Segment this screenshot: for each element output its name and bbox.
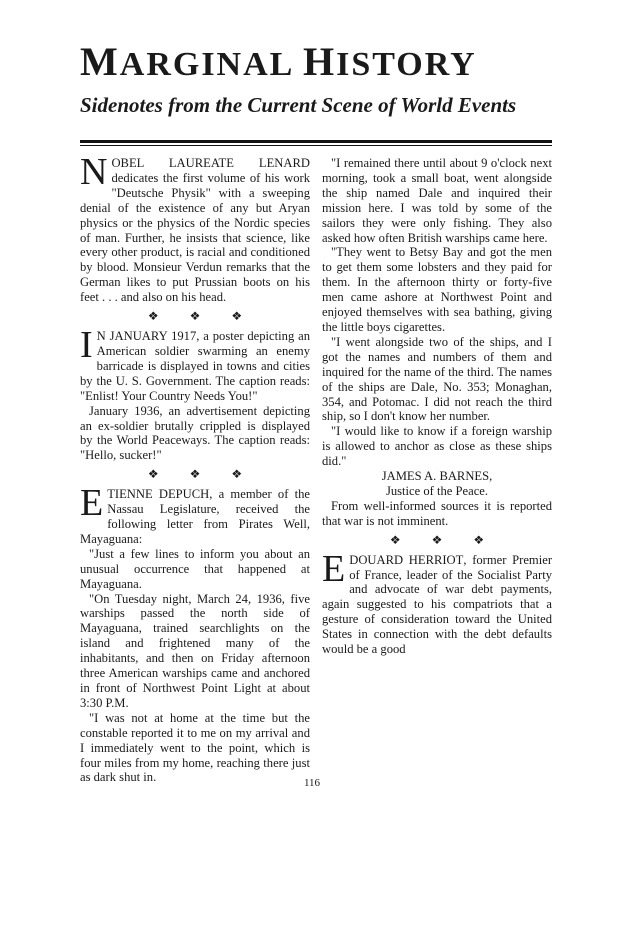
item-name: OBEL LAUREATE LENARD (111, 156, 310, 170)
drop-cap: E (80, 482, 104, 525)
header-rule-thin (80, 145, 552, 146)
letter-paragraph: "I would like to know if a foreign warship is allowed to anchor as close as these ships did." (322, 424, 552, 469)
left-column (80, 151, 310, 785)
drop-cap: E (322, 547, 346, 590)
drop-cap: N (80, 151, 108, 193)
section-separator: ❖ ❖ ❖ (389, 532, 499, 547)
section-separator: ❖ ❖ ❖ (147, 309, 257, 324)
closing-paragraph: From well-informed sources it is reported that war is not imminent. (322, 498, 552, 528)
letter-paragraph: "Just a few lines to inform you about an unusual occurrence that happened at Mayaguana. (80, 546, 310, 591)
signature-title: Justice of the Peace. (385, 483, 489, 498)
item-name: N JANUARY 1917 (96, 329, 197, 344)
signature-name: JAMES A. BARNES, (381, 469, 493, 484)
section-separator: ❖ ❖ ❖ (147, 467, 257, 482)
item-name: TIENNE DEPUCH (107, 487, 210, 502)
letter-paragraph: "They went to Betsy Bay and got the men to get them some lobsters and they paid for them. In the afternoon thirty or forty-five men came ashore at Northwest Point and enjoyed themselves with sea bathing, giving the little boys cigarettes. (322, 245, 552, 334)
header-rule-thick (80, 140, 552, 143)
page-subtitle: Sidenotes from the Current Scene of World Events (80, 93, 517, 117)
right-column (322, 156, 552, 657)
page-number: 116 (303, 777, 321, 789)
letter-paragraph: "On Tuesday night, March 24, 1936, five warships passed the north side of Mayaguana, trained searchlights on the island and frightened many of the inhabitants, and then on Friday afternoon three American warships came and anchored in front of Northwest Point Light at about 3:30 P.M. (80, 591, 310, 710)
lenard-paragraph: NOBEL LAUREATE LENARD dedicates the first volume of his work "Deutsche Physik" with a sweeping denial of the existence of any but Aryan physics or the physics of the Nordic species of man. Further, he insists that science, like every other product, is racial and conditioned by blood. Monsieur Verdun remarks that the German likes to put Prussian boots on his feet . . . and also on his head. (80, 151, 310, 305)
january-paragraph-2: January 1936, an advertisement depicting an ex-soldier brutally crippled is displayed by the World Peaceways. The caption reads: "Hello, sucker!" (80, 403, 310, 463)
letter-paragraph: "I remained there until about 9 o'clock next morning, took a small boat, went alongside the ship named Dale and inquired their mission here. I was told by some of the sailors they were only fishing. They also asked how often British warships came here. (322, 156, 552, 245)
depuch-paragraph: ETIENNE DEPUCH, a member of the Nassau Legislature, received the following letter from Pirates Well, Mayaguana: (80, 482, 310, 546)
herriot-paragraph: EDOUARD HERRIOT, former Premier of France, leader of the Socialist Party and advocate of war debt payments, again suggested to his compatriots that a gesture of consideration toward the United States in connection with the debt defaults would be a good (322, 547, 553, 657)
letter-paragraph: "I was not at home at the time but the constable reported it to me on my arrival and I immediately went to the point, which is four miles from my home, reaching there just as dark shut in. (80, 710, 310, 785)
page-title: MARGINAL HISTORY (80, 39, 477, 84)
letter-paragraph: "I went alongside two of the ships, and I got the names and numbers of them and inquired for the name of the third. The names of the ships are Dale, No. 353; Monaghan, 354, and Potomac. I did not reach the third ship, so I don't know her number. (322, 334, 552, 424)
item-name: DOUARD HERRIOT (349, 552, 464, 567)
drop-cap: I (80, 324, 93, 367)
january-paragraph: I N JANUARY 1917, a poster depicting an American soldier swarming an enemy barricade is displayed in towns and cities by the U. S. Government. The caption reads: "Enlist! Your Country Needs You!" (80, 324, 310, 403)
